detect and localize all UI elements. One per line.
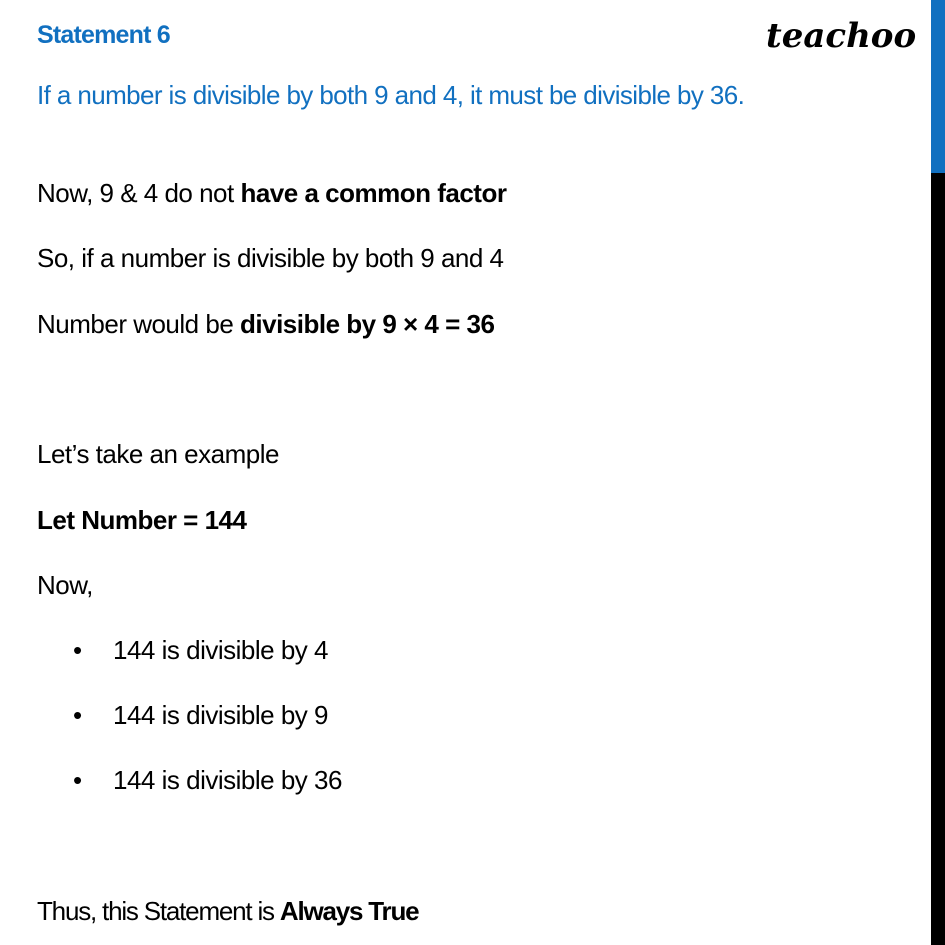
teachoo-logo: teachoo xyxy=(766,16,917,56)
bullet-item xyxy=(73,634,328,666)
common-factor-line xyxy=(37,177,506,209)
side-accent-bar-blue xyxy=(931,0,945,173)
line-bold-text: have a common factor xyxy=(240,178,507,208)
now-line: Now, xyxy=(37,570,93,600)
bullet-icon: • xyxy=(73,635,82,665)
example-intro-line: Let’s take an example xyxy=(37,439,279,469)
line-bold-text: Always True xyxy=(279,896,419,926)
bullet-item xyxy=(73,699,328,731)
bullet-icon: • xyxy=(73,700,82,730)
side-accent-bar-black xyxy=(931,173,945,945)
bullet-text: 144 is divisible by 9 xyxy=(113,700,328,730)
statement-text: If a number is divisible by both 9 and 4, it must be divisible by 36. xyxy=(37,80,745,110)
line-bold-text: divisible by 9 × 4 = 36 xyxy=(240,309,495,339)
product-line xyxy=(37,308,494,340)
bullet-text: 144 is divisible by 36 xyxy=(113,765,342,795)
let-number-line: Let Number = 144 xyxy=(37,505,247,535)
line-text: Number would be xyxy=(37,309,240,339)
conclusion-line xyxy=(37,895,418,927)
divisible-both-line: So, if a number is divisible by both 9 and 4 xyxy=(37,243,504,273)
bullet-text: 144 is divisible by 4 xyxy=(113,635,328,665)
line-text: Thus, this Statement is xyxy=(37,896,280,926)
bullet-item xyxy=(73,764,342,796)
statement-title: Statement 6 xyxy=(37,21,170,49)
bullet-icon: • xyxy=(73,765,82,795)
line-text: Now, 9 & 4 do not xyxy=(37,178,241,208)
